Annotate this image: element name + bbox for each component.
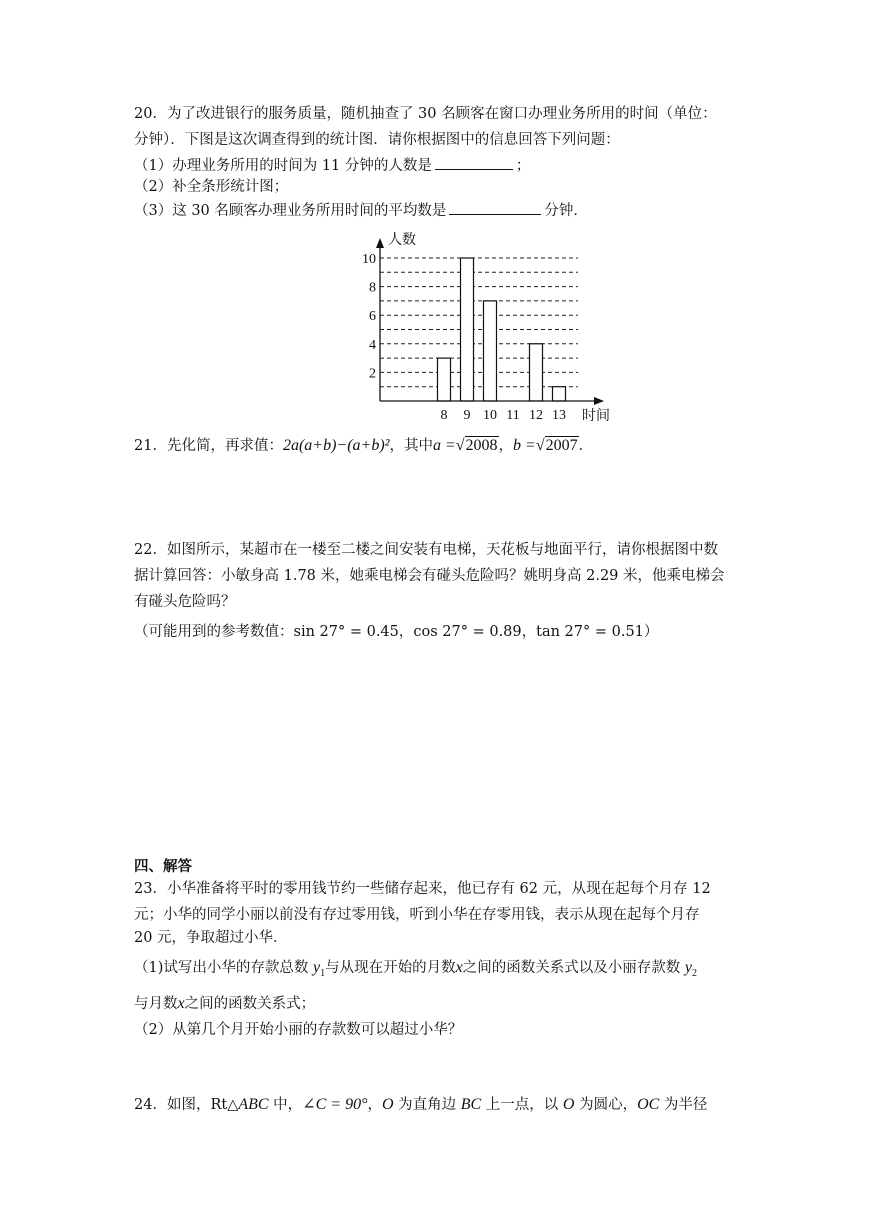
y-tick-label: 2 xyxy=(369,366,376,382)
q24-a: 24．如图，Rt△ xyxy=(134,1097,239,1113)
q23-line3: 20 元，争取超过小华． xyxy=(134,930,288,946)
sqrt-symbol-a: √ xyxy=(455,437,465,454)
q20-part3-suffix: 分钟． xyxy=(544,203,588,219)
bar-12 xyxy=(530,344,543,401)
q20-line2: 分钟）．下图是这次调查得到的统计图．请你根据图中的信息回答下列问题： xyxy=(134,132,620,148)
chart-grid xyxy=(380,258,578,387)
q23-part1-b: 与从现在开始的月数 xyxy=(325,960,456,976)
x-tick-label: 10 xyxy=(483,408,497,423)
q20-part1-text: （1）办理业务所用的时间为 11 分钟的人数是 xyxy=(134,158,432,174)
q24-e: 上一点，以 xyxy=(481,1097,563,1113)
q23-part2: （2）从第几个月开始小丽的存款数可以超过小华？ xyxy=(134,1022,463,1038)
x-tick-label: 11 xyxy=(506,408,520,423)
q21-b-value: 2007 xyxy=(545,437,578,454)
q20-part2: （2）补全条形统计图； xyxy=(134,179,289,195)
x-tick-label: 13 xyxy=(552,408,566,423)
q24-angle: ∠C = 90° xyxy=(302,1096,368,1113)
q24-o1: O xyxy=(381,1096,394,1113)
y-tick-label: 4 xyxy=(369,337,376,353)
section-heading: 四、解答 xyxy=(134,859,192,875)
q22-line3: 有碰头危险吗？ xyxy=(134,594,236,610)
q23-part1-a: （1)试写出小华的存款总数 xyxy=(134,960,309,976)
q21-a-value: 2008 xyxy=(465,437,498,454)
var-y2: $y_2$ xyxy=(684,959,697,980)
y-tick-label: 8 xyxy=(369,280,376,296)
q24-c: ， xyxy=(367,1097,382,1113)
var-x: x xyxy=(455,959,463,976)
q24-line xyxy=(134,1095,707,1115)
q21-prefix: 21．先化简，再求值： xyxy=(134,438,283,454)
q20-part1-suffix: ； xyxy=(515,158,531,174)
q23-part1-c: 之间的函数关系式以及小丽存款数 xyxy=(462,960,681,976)
q23-part1-d: 与月数 xyxy=(134,996,178,1012)
x-axis-label: 时间 xyxy=(582,409,610,424)
bar-13 xyxy=(553,387,566,401)
y-tick-label: 6 xyxy=(369,309,376,325)
bar-chart xyxy=(340,228,630,428)
q21-sep: ， xyxy=(498,438,514,454)
q21-a-eq: a = xyxy=(432,437,456,454)
x-tick-label: 12 xyxy=(529,408,543,423)
q21-expression: 2a(a+b)−(a+b)² xyxy=(282,437,390,454)
q24-oc: OC xyxy=(637,1096,660,1113)
answer-blank-1[interactable] xyxy=(435,154,513,170)
sqrt-symbol-b: √ xyxy=(535,437,545,454)
y-axis-label: 人数 xyxy=(388,233,416,248)
x-axis-arrow-icon xyxy=(594,397,604,405)
x-tick-label: 8 xyxy=(440,408,448,423)
y-tick-label: 10 xyxy=(362,252,376,267)
q21-end: ． xyxy=(578,438,594,454)
q24-g: 为半径 xyxy=(659,1097,708,1113)
q23-part1 xyxy=(134,958,697,984)
q20-line1: 20．为了改进银行的服务质量，随机抽查了 30 名顾客在窗口办理业务所用的时间（单位： xyxy=(134,106,717,122)
q21-b-eq: b = xyxy=(513,437,536,454)
q23-line2: 元；小华的同学小丽以前没有存过零用钱，听到小华在存零用钱，表示从现在起每个月存 xyxy=(134,907,700,923)
q23-part1-cont xyxy=(134,994,315,1014)
q20-part1 xyxy=(134,154,530,176)
q22-line2: 据计算回答：小敏身高 1.78 米，她乘电梯会有碰头危险吗？姚明身高 2.29 米，他乘电梯会 xyxy=(134,568,725,584)
q24-o2: O xyxy=(562,1096,575,1113)
q20-part3-text: （3）这 30 名顾客办理业务所用时间的平均数是 xyxy=(134,203,447,219)
bar-10 xyxy=(484,301,497,401)
x-tick-label: 9 xyxy=(463,408,471,423)
var-x-2: x xyxy=(177,995,185,1012)
q22-line1: 22．如图所示，某超市在一楼至二楼之间安装有电梯，天花板与地面平行，请你根据图中数 xyxy=(134,542,718,558)
bar-8 xyxy=(438,358,451,401)
q20-part3 xyxy=(134,199,588,221)
q24-bc: BC xyxy=(460,1096,482,1113)
q22-reference-values: （可能用到的参考数值：sin 27° = 0.45，cos 27° = 0.89，tan 27° = 0.51） xyxy=(134,624,659,640)
q24-triangle: ABC xyxy=(238,1096,269,1113)
q23-part1-e: 之间的函数关系式； xyxy=(184,996,316,1012)
var-y1: $y_1$ xyxy=(313,959,326,980)
q21-mid: ，其中 xyxy=(389,438,433,454)
q24-d: 为直角边 xyxy=(393,1097,461,1113)
bar-9 xyxy=(461,258,474,401)
q21-line xyxy=(134,436,593,456)
q24-f: 为圆心， xyxy=(574,1097,638,1113)
q24-b: 中， xyxy=(268,1097,303,1113)
y-axis-arrow-icon xyxy=(376,238,384,248)
q23-line1: 23．小华准备将平时的零用钱节约一些储存起来，他已存有 62 元，从现在起每个月存 12 xyxy=(134,881,711,897)
answer-blank-2[interactable] xyxy=(449,199,541,215)
